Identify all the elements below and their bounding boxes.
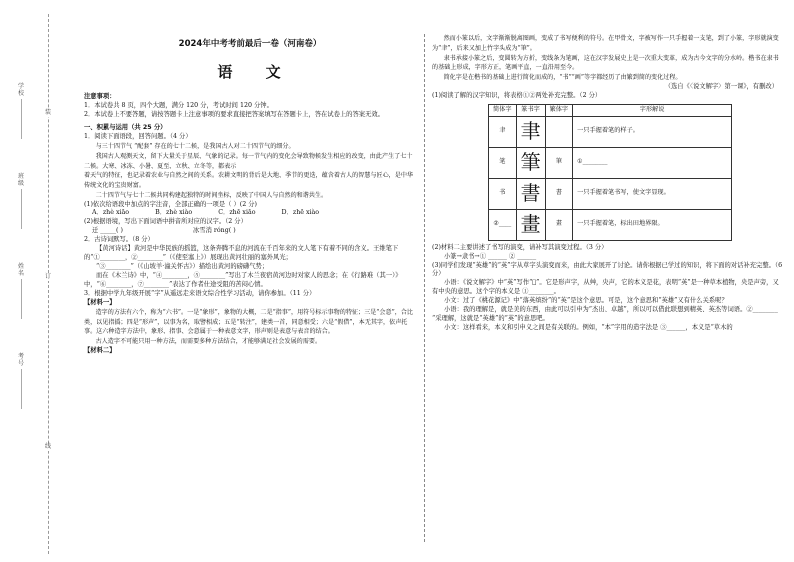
passage-paragraph: 着天气的特征，也记录着农业与自然之间的关系。农耕文明的背后是大地、季节的更迭，蕴含着古人的智慧与匠心，是中华传统文化的宝贵财富。 — [84, 172, 414, 190]
binding-label: 装 — [39, 110, 57, 117]
word-blank[interactable]: 冰雪消 róng( ) — [192, 227, 236, 235]
binding-label: 订 — [39, 274, 57, 281]
material-label: 【材料一】 — [84, 298, 116, 306]
table-row — [489, 209, 732, 240]
dialogue-line: 小文：过了《桃花源记》中“落英缤纷”的“英”是这个意思。可是，这个意思和“英雄”又有什么关系呢？ — [443, 297, 728, 305]
seal-char: 筆 — [516, 147, 545, 178]
material-label: 【材料二】 — [84, 346, 116, 354]
trad-char: 畫 — [545, 209, 573, 240]
question-3: 3．根据中学九年级开展“字”从遥远走来语文综合性学习活动，请你参加。（11 分） — [84, 289, 316, 297]
passage-paragraph: 二十四节气与七十二候共同构建起独特的时间坐标，反映了中国人与自然的和谐共生。 — [95, 191, 328, 199]
character-table — [488, 104, 732, 241]
answer-blank-2[interactable]: ②____ — [489, 209, 517, 240]
column-divider — [424, 34, 425, 542]
subject-title: 语 文 — [217, 63, 295, 82]
passage-source: （选自《〈说文解字〉第一课》，有删改） — [664, 82, 778, 90]
seal-char: 書 — [516, 178, 545, 209]
option-b[interactable]: B．zhè xiào — [155, 209, 193, 217]
table-header: 简体字 — [489, 104, 517, 116]
table-row — [489, 147, 732, 178]
option-c[interactable]: C．zhē xiāo — [218, 209, 256, 217]
dialogue-line: “采理解，这就是“英雄”的“英”的意思吧。 — [432, 315, 549, 323]
binding-field: 考 号 — [14, 354, 28, 409]
binding-field: 学 校 — [14, 84, 28, 139]
seal-char: 聿 — [516, 116, 545, 147]
material-paragraph: 造字的方法有六个，称为“六书”。一是“象形”，象物的大概，二是“指事”，用符号标示事物的特征；三是“会意”，合比类，以见指撝；四是“形声”，以事为名，取譬相成；五是“转注”，建类一首，同意相受；六是“假借”，本无其字，依声托事。这六种造字方法中，象形、指事、会意属于一种表意文字，形声则是表意与表音的结合。 — [84, 308, 413, 336]
dialogue-line: 小文：这样看来，本义和引申义之间是有关联的。例如，“本”字用的造字法是 ③______，本义是“草木的 — [443, 324, 733, 332]
char-desc: 一只手握着笔，标出田地界限。 — [573, 209, 732, 240]
binding-field: 姓 名 — [14, 264, 28, 319]
question-3-3: (3)同学们发现“英雄”的“英”字从草字头演变而来，由此大家展开了讨论。请你根据已学过的知识，将下面的对话补充完整。（6 分） — [432, 261, 783, 278]
seal-char: 畫 — [516, 209, 545, 240]
passage-paragraph: 与三十四节气 “配套” 存在的七十二候，是我国古人对二十四节气的细分。 — [95, 143, 295, 151]
poem-line: 而在《木兰诗》中，“④________，⑤________”写出了木兰夜宿黄河边时对家人的思念；在《行路难（其一）》中，“⑥________，⑦________”表达了作者仕途受阻的苦闷心情。 — [84, 272, 402, 288]
evolution-chain[interactable]: 小篆→隶书→① ______ ② ______ — [443, 252, 537, 260]
exam-title: 2024年中考考前最后一卷（河南卷） — [178, 39, 322, 49]
table-header: 篆书字 — [516, 104, 545, 116]
words-row — [84, 227, 416, 236]
binding-margin — [4, 14, 66, 554]
table-header-row — [489, 104, 732, 116]
dialogue-line: 小语：我的理解是，就是美的东西，由此可以引申为“杰出、卓越”，所以可以借此联想到精英、英杰等词语。②________ — [443, 306, 778, 314]
simple-char: 聿 — [489, 116, 517, 147]
poem-line: 【黄河诗话】黄河是中华民族的摇篮，这条奔腾不息的河流在千百年来的文人笔下有着不同的含义。王维笔下的“①________，②________”（《使至塞上》）展现出黄河壮丽的塞外风光； — [84, 245, 399, 262]
note-item: 1．本试卷共 8 页，四个大题，满分 120 分，考试时间 120 分钟。 — [84, 102, 273, 110]
binding-field: 班 级 — [14, 174, 28, 229]
left-column — [84, 34, 416, 356]
section-heading: 一、积累与运用（共 25 分） — [84, 124, 167, 132]
binding-label: 线 — [39, 444, 57, 451]
material-paragraph: 古人造字不可能只用一种方法，而需要多种方法结合，才能够满足社会发展的需要。 — [95, 338, 322, 346]
table-row — [489, 116, 732, 147]
option-a[interactable]: A．zhè xiāo — [92, 209, 130, 217]
passage-paragraph: 隶书承接小篆之后，变圆转为方折，变线条为笔画，这在汉字发展史上是一次重大变革，成为古今文字的分水岭。楷书在隶书的基础上形成，字形方正，笔画平直，一直沿用至今。 — [432, 54, 779, 72]
notes-heading: 注意事项： — [84, 93, 116, 101]
answer-blank-1[interactable]: ①________ — [573, 147, 732, 178]
question-1: 1．阅读下面语段，回答问题。（4 分） — [84, 133, 192, 141]
passage-paragraph: 简化字是在楷书的基础上进行简化而成的，“书”“画”等字都经历了由繁到简的变化过程。 — [443, 74, 682, 81]
trad-char: 筆 — [545, 147, 573, 178]
binding-line — [48, 14, 49, 554]
passage-paragraph: 然而小篆以后，文字渐渐脱离图画，变成了书写便利的符号。在甲骨文，字被写作一只手握着一支笔，到了小篆，字形就演变为“聿”，后来又加上竹字头成为“筆”。 — [432, 35, 779, 52]
word-blank[interactable]: 迁 _____( ) — [92, 227, 123, 235]
char-desc: 一只手握着笔的样子。 — [573, 116, 732, 147]
question-3-1: (1)阅读了解的汉字知识，将表格①②两处补充完整。（2 分） — [432, 91, 602, 99]
question-2: 2．古诗词默写。（8 分） — [84, 236, 154, 244]
table-header: 繁体字 — [545, 104, 573, 116]
passage-paragraph: 我国古人观测天文，留下大量关于星辰、气象的记录。每一节气内的变化会导致物候发生相应的改变，由此产生了七十二候。大寒、冰冻、小暑、夏至、立秋、立冬等，都表示 — [84, 152, 413, 170]
option-d[interactable]: D．zhē xiào — [281, 209, 320, 217]
table-header: 字形解说 — [573, 104, 732, 116]
poem-line: “③________”（《山坡羊·潼关怀古》）描绘出黄河的磅礴气势； — [95, 263, 269, 271]
right-column — [432, 34, 784, 333]
trad-char — [545, 116, 573, 147]
table-row — [489, 178, 732, 209]
char-desc: 一只手握着笔书写，使文字显现。 — [573, 178, 732, 209]
dialogue-line: 小语：《说文解字》中“英”写作“𦫵”。它是形声字，从艸，央声，它的本义是花，表明“英”是一种草本植物，央是声旁，又有中央的意思。这个字的本义是 ①________。 — [432, 279, 779, 296]
question-1-1: (1)依次给语段中加点的字注音，全部正确的一项是（ ）(2 分) — [84, 200, 257, 208]
note-item: 2．本试卷上不要答题，请按答题卡上注意事项的要求直接把答案填写在答题卡上，答在试卷上的答案无效。 — [84, 111, 384, 119]
simple-char: 笔 — [489, 147, 517, 178]
trad-char: 書 — [545, 178, 573, 209]
simple-char: 书 — [489, 178, 517, 209]
question-3-2: (2)材料二主要讲述了书写的演变，请补写其演变过程。（3 分） — [432, 243, 608, 251]
question-1-2: (2)根据语境，写出下面词语中拼音所对应的汉字。（2 分） — [84, 218, 247, 226]
